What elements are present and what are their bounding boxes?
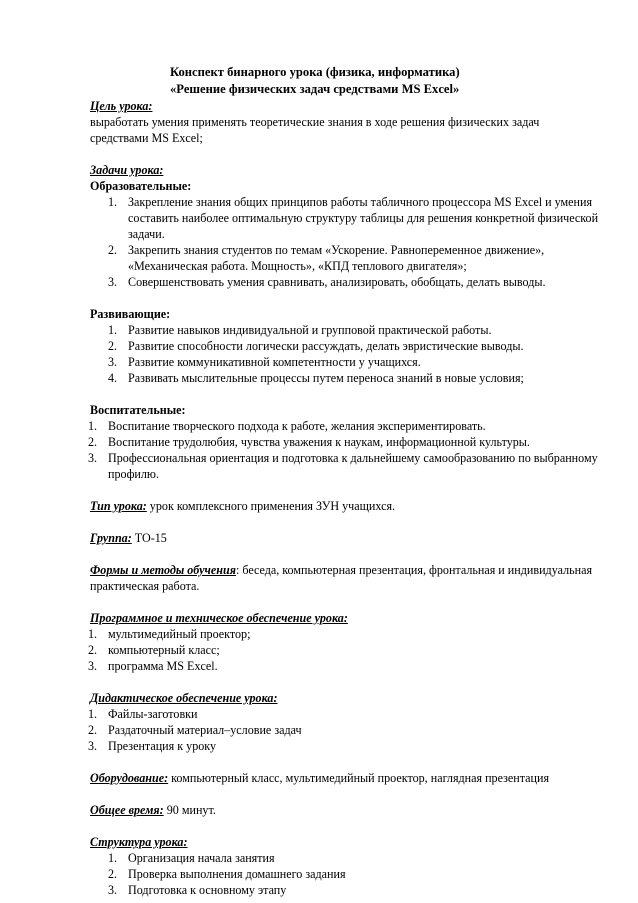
group-label: Группа: (90, 531, 132, 545)
forms-text: : беседа, компьютерная презентация, фронтальная и индивидуальная практическая работа. (90, 563, 593, 593)
lesson-type-text: урок комплексного применения ЗУН учащихся. (146, 499, 396, 513)
software-list (90, 626, 600, 674)
didactic-section (90, 690, 600, 754)
educational-heading: Образовательные: (90, 179, 192, 193)
list-item: 1. Развитие навыков индивидуальной и групповой практической работы. (108, 323, 492, 337)
equipment-section (90, 770, 600, 786)
list-item: 1. Закрепление знания общих принципов работы табличного процессора MS Excel и умения составить наиболее оптимальную структуру таблицы для решения конкретной физической задачи. (108, 195, 599, 241)
list-item: 2. Развитие способности логически рассуждать, делать эвристические выводы. (108, 339, 524, 353)
list-item: 1. Воспитание творческого подхода к работе, желания экспериментировать. (88, 419, 486, 433)
list-item: 2. Проверка выполнения домашнего задания (108, 867, 346, 881)
group-text: ТО-15 (131, 531, 167, 545)
list-item: 3. Подготовка к основному этапу (108, 883, 287, 897)
goal-label: Цель урока: (90, 99, 153, 113)
lesson-type-label: Тип урока: (90, 499, 147, 513)
structure-label: Структура урока: (90, 835, 188, 849)
list-item: 1. Организация начала занятия (108, 851, 275, 865)
title-line-2: «Решение физических задач средствами MS Excel» (170, 82, 460, 96)
software-section (90, 610, 600, 674)
list-item: 1. мультимедийный проектор; (88, 627, 251, 641)
list-item: 3. Презентация к уроку (88, 739, 217, 753)
tasks-label: Задачи урока: (90, 163, 164, 177)
upbringing-list (90, 418, 600, 482)
title-line-1: Конспект бинарного урока (физика, информатика) (170, 65, 460, 79)
didactic-list (90, 706, 600, 754)
tasks-section (90, 162, 600, 482)
equipment-label: Оборудование: (90, 771, 169, 785)
equipment-text: компьютерный класс, мультимедийный проектор, наглядная презентация (168, 771, 550, 785)
list-item: 2. Воспитание трудолюбия, чувства уважения к наукам, информационной культуры. (88, 435, 530, 449)
goal-text: выработать умения применять теоретические знания в ходе решения физических задач средствами MS Excel; (90, 115, 540, 145)
developing-heading: Развивающие: (90, 307, 171, 321)
list-item: 2. компьютерный класс; (88, 643, 220, 657)
list-item: 3. программа MS Excel. (88, 659, 218, 673)
list-item: 4. Развивать мыслительные процессы путем переноса знаний в новые условия; (108, 371, 524, 385)
group-section (90, 530, 600, 546)
list-item: 3. Профессиональная ориентация и подготовка к дальнейшему самообразованию по выбранному профилю. (88, 451, 598, 481)
document-page (90, 64, 600, 898)
list-item: 2. Раздаточный материал–условие задач (88, 723, 302, 737)
total-time-label: Общее время: (90, 803, 164, 817)
total-time-section (90, 802, 600, 818)
forms-label: Формы и методы обучения (90, 563, 236, 577)
educational-list (90, 194, 600, 290)
upbringing-heading: Воспитательные: (90, 403, 186, 417)
list-item: 2. Закрепить знания студентов по темам «Ускорение. Равнопеременное движение», «Механическая работа. Мощность», «КПД теплового двигателя»; (108, 243, 545, 273)
lesson-type-section (90, 498, 600, 514)
structure-section (90, 834, 600, 898)
document-title (90, 64, 600, 98)
goal-section (90, 98, 600, 146)
developing-list (90, 322, 600, 386)
list-item: 1. Файлы-заготовки (88, 707, 198, 721)
total-time-text: 90 минут. (163, 803, 216, 817)
forms-section (90, 562, 600, 594)
structure-list (90, 850, 600, 898)
didactic-label: Дидактическое обеспечение урока: (90, 691, 278, 705)
software-label: Программное и техническое обеспечение урока: (90, 611, 348, 625)
list-item: 3. Совершенствовать умения сравнивать, анализировать, обобщать, делать выводы. (108, 275, 546, 289)
list-item: 3. Развитие коммуникативной компетентности у учащихся. (108, 355, 421, 369)
